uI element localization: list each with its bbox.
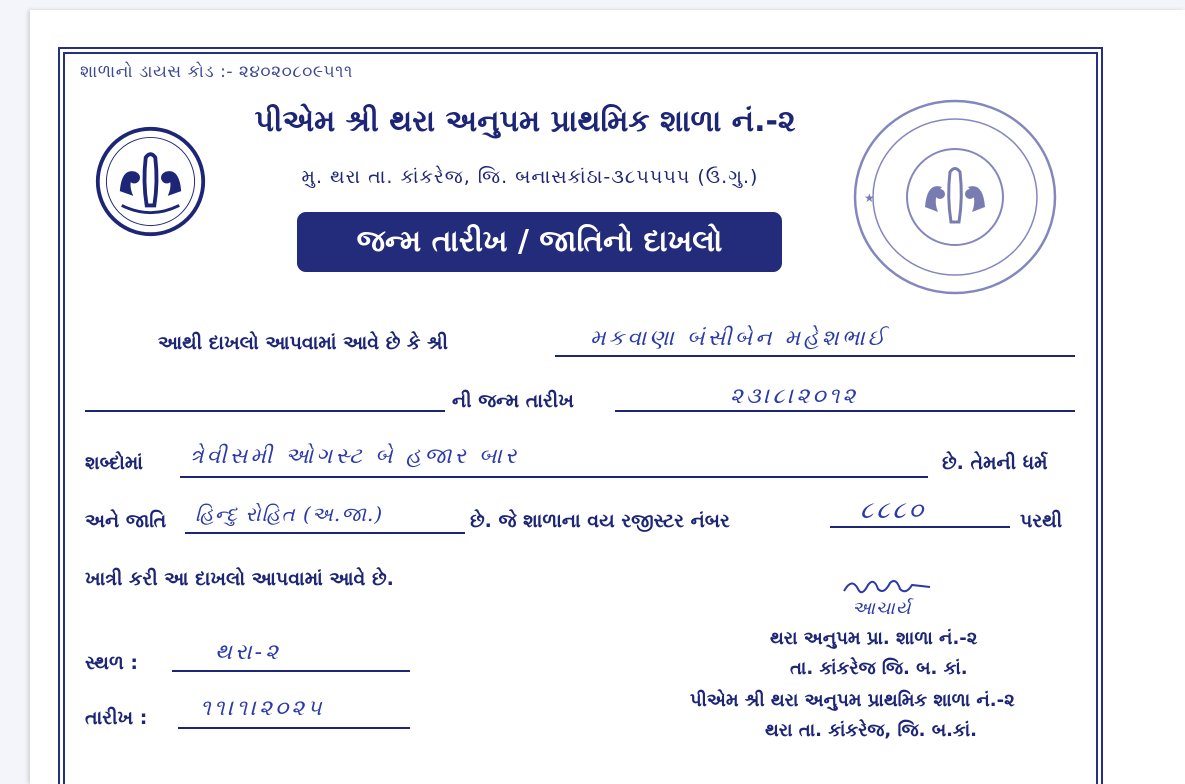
date-value: ૧૧।૧।૨૦૨૫ bbox=[200, 696, 325, 721]
certificate-title: જન્મ તારીખ / જાતિનો દાખલો bbox=[297, 212, 782, 272]
stamp-line-1: થરા અનુપમ પ્રા. શાળા નં.-૨ bbox=[770, 628, 978, 649]
words-label: શબ્દોમાં bbox=[85, 452, 143, 474]
school-seal-icon bbox=[850, 97, 1060, 297]
dise-code: શાળાનો ડાયસ કોડ :- ૨૪૦૨૦૮૦૯૫૧૧ bbox=[80, 62, 353, 82]
closing-statement: ખાત્રી કરી આ દાખલો આપવામાં આવે છે. bbox=[85, 568, 394, 590]
school-name: પીએમ શ્રી થરા અનુપમ પ્રાથમિક શાળા નં.-૨ bbox=[254, 104, 796, 139]
register-label: છે. જે શાળાના વય રજીસ્ટર નંબર bbox=[470, 510, 730, 532]
principal-signature: આચાર્ય bbox=[852, 598, 912, 619]
student-name-value: મકવાણા બંસીબેન મહેશભાઈ bbox=[590, 326, 888, 351]
place-line bbox=[172, 670, 410, 672]
school-address: મુ. થરા તા. કાંકરેજ, જિ. બનાસકાંઠા-૩૮૫૫૫૫ (ઉ.ગુ.) bbox=[301, 166, 759, 188]
place-value: થરા-૨ bbox=[215, 640, 281, 665]
dob-in-words-value: ત્રેવીસમી ઓગસ્ટ બે હજાર બાર bbox=[190, 444, 520, 469]
student-name-line bbox=[555, 355, 1075, 357]
stamp-line-2: તા. કાંકરેજ જિ. બ. કાં. bbox=[790, 658, 968, 679]
prefix-line bbox=[85, 410, 445, 412]
register-value: ૮૮૮૦ bbox=[860, 496, 927, 524]
dob-label: ની જન્મ તારીખ bbox=[452, 390, 574, 412]
stamp-line-4: થરા તા. કાંકરેજ, જિ. બ.કાં. bbox=[765, 720, 977, 741]
place-label: સ્થળ : bbox=[85, 652, 139, 674]
religion-label: છે. તેમની ધર્મ bbox=[942, 452, 1048, 474]
svg-text:★: ★ bbox=[864, 191, 875, 205]
dob-words-line bbox=[180, 476, 928, 478]
from-label: પરથી bbox=[1020, 510, 1063, 532]
caste-line bbox=[185, 532, 465, 534]
caste-label: અને જાતિ bbox=[85, 510, 167, 532]
register-line bbox=[830, 526, 1010, 528]
date-line bbox=[178, 727, 410, 729]
dob-line bbox=[615, 410, 1075, 412]
date-label: તારીખ : bbox=[85, 707, 148, 729]
dob-value: ૨૩।૮।૨૦૧૨ bbox=[730, 384, 859, 409]
school-logo-icon bbox=[93, 124, 208, 239]
caste-value: હિન્દુ રોહિત (અ.જા.) bbox=[195, 502, 384, 526]
stamp-line-3: પીએમ શ્રી થરા અનુપમ પ્રાથમિક શાળા નં.-૨ bbox=[690, 690, 1015, 711]
principal-signature-icon bbox=[840, 575, 940, 599]
certify-label: આથી દાખલો આપવામાં આવે છે કે શ્રી bbox=[158, 332, 448, 354]
